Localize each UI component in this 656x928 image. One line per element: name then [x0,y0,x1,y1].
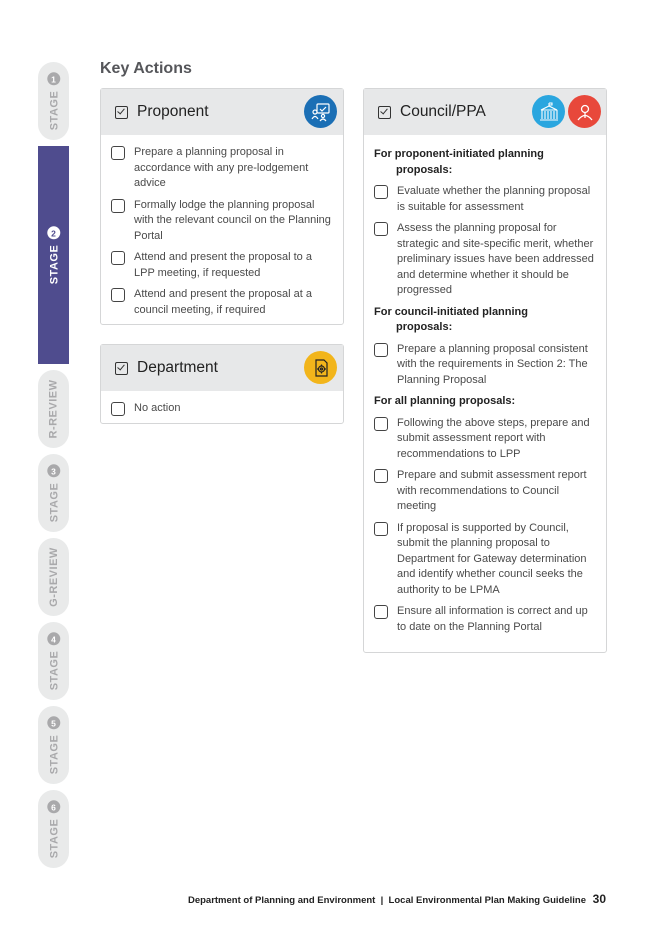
tab-g-review[interactable] [38,538,69,616]
list-item [374,604,596,635]
tab-stage-3[interactable] [38,454,69,532]
presenter-icon [304,95,337,128]
checkbox[interactable] [374,417,388,431]
group-heading-line: For council-initiated planning [374,305,528,318]
footer-text: Department of Planning and Environment | Local Environmental Plan Making Guideline [187,895,586,906]
proponent-card [100,88,344,325]
checkbox-icon [115,106,128,119]
tab-number: 2 [47,226,60,239]
item-text: Ensure all information is correct and up to date on the Planning Portal [397,605,588,633]
group-heading-line: For proponent-initiated planning [374,148,544,160]
list-item [374,221,596,299]
page-footer [188,892,606,906]
item-text: Prepare a planning proposal consistent with the requirements in Section 2: The Planning Proposal [397,342,588,386]
item-text: Evaluate whether the planning proposal is suitable for assessment [397,185,591,213]
checkbox[interactable] [111,251,125,265]
tab-r-review[interactable] [38,370,69,448]
tab-number: 4 [47,632,60,645]
council-card-header [364,89,606,135]
checkbox[interactable] [374,343,388,357]
group-heading-line: For all planning proposals: [374,395,516,407]
checkbox[interactable] [374,222,388,236]
tab-label: STAGE [47,90,60,130]
group-heading [374,394,596,410]
department-card [100,344,344,424]
list-item [111,287,333,318]
proponent-list [101,135,343,332]
checkbox[interactable] [374,522,388,536]
list-item [111,401,333,417]
item-text: Prepare and submit assessment report with recommendations to Council meeting [397,469,587,512]
council-building-icon [532,95,565,128]
checkbox[interactable] [111,288,125,302]
checkbox[interactable] [374,185,388,199]
tab-label: STAGE [47,244,60,284]
group-heading-line: proposals: [396,163,453,176]
tab-stage-6[interactable] [38,790,69,868]
item-text: If proposal is supported by Council, submit the planning proposal to Department for Gateway determination and identify whether council seeks the authority to be LPMA [397,521,587,596]
list-item [374,184,596,215]
council-title: Council/PPA [400,103,486,120]
tab-stage-4[interactable] [38,622,69,700]
checkbox[interactable] [111,199,125,213]
checkbox[interactable] [111,146,125,160]
proponent-card-header [101,89,343,135]
list-item [111,250,333,281]
list-item [374,468,596,515]
item-text: Prepare a planning proposal in accordance with any pre-lodgement advice [134,146,309,189]
tab-label: STAGE [47,734,60,774]
proponent-title: Proponent [137,103,209,120]
council-card [363,88,607,653]
tab-label: STAGE [47,482,60,522]
page-heading: Key Actions [100,60,192,77]
checkbox[interactable] [111,402,125,416]
list-item [111,145,333,192]
checkbox-icon [378,106,391,119]
list-item [374,416,596,463]
checkbox[interactable] [374,605,388,619]
tab-label: STAGE [47,650,60,690]
group-heading [374,305,596,336]
item-text: Following the above steps, prepare and submit assessment report with recommendations to LPP [397,416,590,460]
tab-number: 5 [47,716,60,729]
list-item [374,521,596,599]
tab-stage-1[interactable] [38,62,69,140]
tab-label: R-REVIEW [47,379,60,439]
list-item [111,198,333,245]
tab-number: 1 [47,72,60,85]
item-text: Attend and present the proposal to a LPP meeting, if requested [134,251,312,279]
tab-stage-5[interactable] [38,706,69,784]
tab-number: 6 [47,800,60,813]
tab-label: G-REVIEW [47,547,60,607]
page-number: 30 [592,892,606,906]
item-text: No action [134,402,181,414]
tab-label: STAGE [47,818,60,858]
group-heading-line: proposals: [396,321,453,333]
item-text: Assess the planning proposal for strategic and site-specific merit, whether preliminary issues have been addressed and determine whether it should be progressed [397,222,594,296]
item-text: Formally lodge the planning proposal with the relevant council on the Planning Portal [134,198,331,242]
council-list [364,135,606,649]
department-list [101,391,343,431]
gear-document-icon [304,351,337,384]
department-title: Department [137,359,218,376]
list-item [374,342,596,389]
tab-number: 3 [47,464,60,477]
tab-stage-2[interactable] [38,146,69,364]
person-icon [568,95,601,128]
checkbox[interactable] [374,469,388,483]
item-text: Attend and present the proposal at a council meeting, if required [134,288,312,316]
group-heading [374,147,596,178]
department-card-header [101,345,343,391]
checkbox-icon [115,362,128,375]
